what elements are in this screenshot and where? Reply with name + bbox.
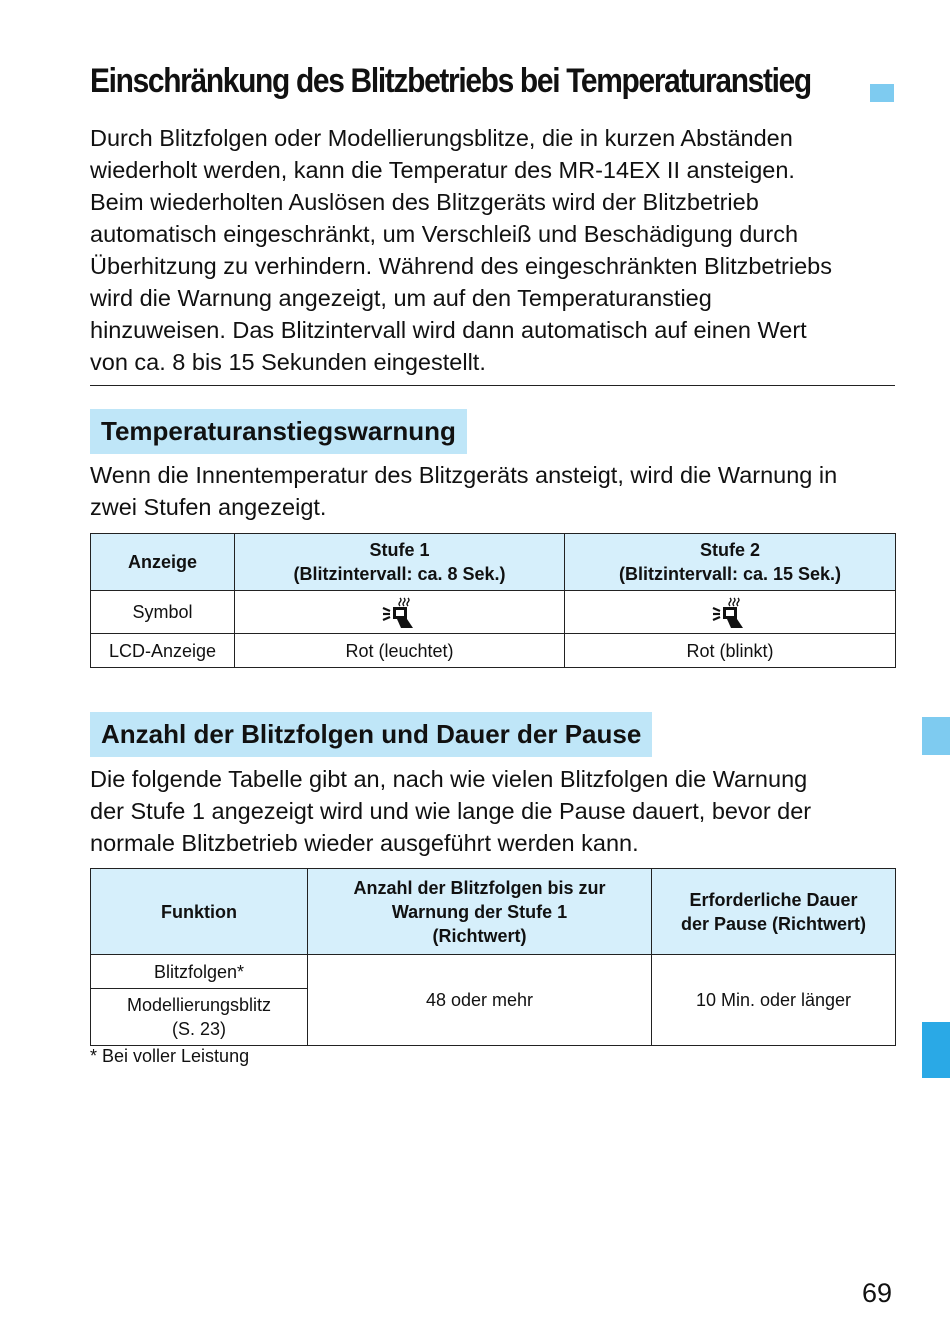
- intro-line: Überhitzung zu verhindern. Während des eingeschränkten Blitzbetriebs: [90, 253, 832, 279]
- footnote: * Bei voller Leistung: [90, 1046, 250, 1066]
- page-number: 69: [862, 1278, 893, 1308]
- row-label: [91, 989, 308, 1046]
- header-cell: [652, 869, 896, 955]
- section2-line: der Stufe 1 angezeigt wird und wie lange die Pause dauert, bevor der: [90, 798, 812, 824]
- section2-paragraph: [90, 763, 900, 859]
- row-label: Blitzfolgen*: [91, 955, 308, 989]
- row-label-line: Modellierungsblitz: [126, 995, 272, 1015]
- intro-line: wird die Warnung angezeigt, um auf den Temperaturanstieg: [90, 285, 712, 311]
- header-line: Warnung der Stufe 1: [391, 901, 568, 922]
- header-line: Stufe 1: [369, 540, 430, 560]
- section1-line: Wenn die Innentemperatur des Blitzgeräts ansteigt, wird die Warnung in: [90, 462, 838, 488]
- header-cell: [235, 534, 565, 591]
- symbol-cell: [565, 591, 896, 634]
- intro-line: wiederholt werden, kann die Temperatur des MR-14EX II ansteigen.: [90, 157, 795, 183]
- section1-line: zwei Stufen angezeigt.: [90, 494, 327, 520]
- side-tab-light: [922, 717, 950, 755]
- header-cell: [565, 534, 896, 591]
- intro-line: automatisch eingeschränkt, um Verschleiß und Beschädigung durch: [90, 221, 799, 247]
- flash-sequences-table: [90, 868, 896, 1046]
- header-cell: [308, 869, 652, 955]
- title-marker: [870, 84, 894, 102]
- header-line: Stufe 2: [699, 540, 760, 560]
- header-cell: Funktion: [91, 869, 308, 955]
- row-label: LCD-Anzeige: [91, 634, 235, 668]
- table-header-row: [91, 869, 896, 955]
- table-row: [91, 955, 896, 989]
- intro-line: von ca. 8 bis 15 Sekunden eingestellt.: [90, 349, 486, 375]
- table-cell: Rot (leuchtet): [235, 634, 565, 668]
- table-cell: 10 Min. oder länger: [652, 955, 896, 1046]
- header-cell: Anzeige: [91, 534, 235, 591]
- intro-line: hinzuweisen. Das Blitzintervall wird dann automatisch auf einen Wert: [90, 317, 807, 343]
- intro-line: Beim wiederholten Auslösen des Blitzgeräts wird der Blitzbetrieb: [90, 189, 759, 215]
- flash-temperature-warning-icon: [710, 596, 750, 628]
- temperature-warning-table: [90, 533, 896, 668]
- section-heading-flash-sequences: Anzahl der Blitzfolgen und Dauer der Pause: [90, 712, 652, 757]
- table-header-row: [91, 534, 896, 591]
- header-line: Erforderliche Dauer: [689, 889, 858, 910]
- symbol-cell: [235, 591, 565, 634]
- table-row: [91, 634, 896, 668]
- intro-paragraph: [90, 122, 900, 378]
- row-label-line: (S. 23): [171, 1019, 227, 1039]
- section-divider: [90, 385, 895, 386]
- table-row: [91, 591, 896, 634]
- table-cell: Rot (blinkt): [565, 634, 896, 668]
- page-title: Einschränkung des Blitzbetriebs bei Temperaturanstieg: [90, 62, 811, 100]
- header-line: (Blitzintervall: ca. 15 Sek.): [618, 564, 842, 584]
- header-line: Anzahl der Blitzfolgen bis zur: [353, 877, 606, 898]
- section2-line: Die folgende Tabelle gibt an, nach wie vielen Blitzfolgen die Warnung: [90, 766, 808, 792]
- section-heading-temperature-warning: Temperaturanstiegswarnung: [90, 409, 467, 454]
- header-line: (Richtwert): [432, 925, 527, 946]
- section1-paragraph: [90, 459, 900, 523]
- header-line: (Blitzintervall: ca. 8 Sek.): [293, 564, 506, 584]
- intro-line: Durch Blitzfolgen oder Modellierungsblitze, die in kurzen Abständen: [90, 125, 793, 151]
- section2-line: normale Blitzbetrieb wieder ausgeführt werden kann.: [90, 830, 639, 856]
- flash-temperature-warning-icon: [380, 596, 420, 628]
- row-label: Symbol: [91, 591, 235, 634]
- side-tab-chapter: [922, 1022, 950, 1078]
- table-cell: 48 oder mehr: [308, 955, 652, 1046]
- header-line: der Pause (Richtwert): [680, 913, 867, 934]
